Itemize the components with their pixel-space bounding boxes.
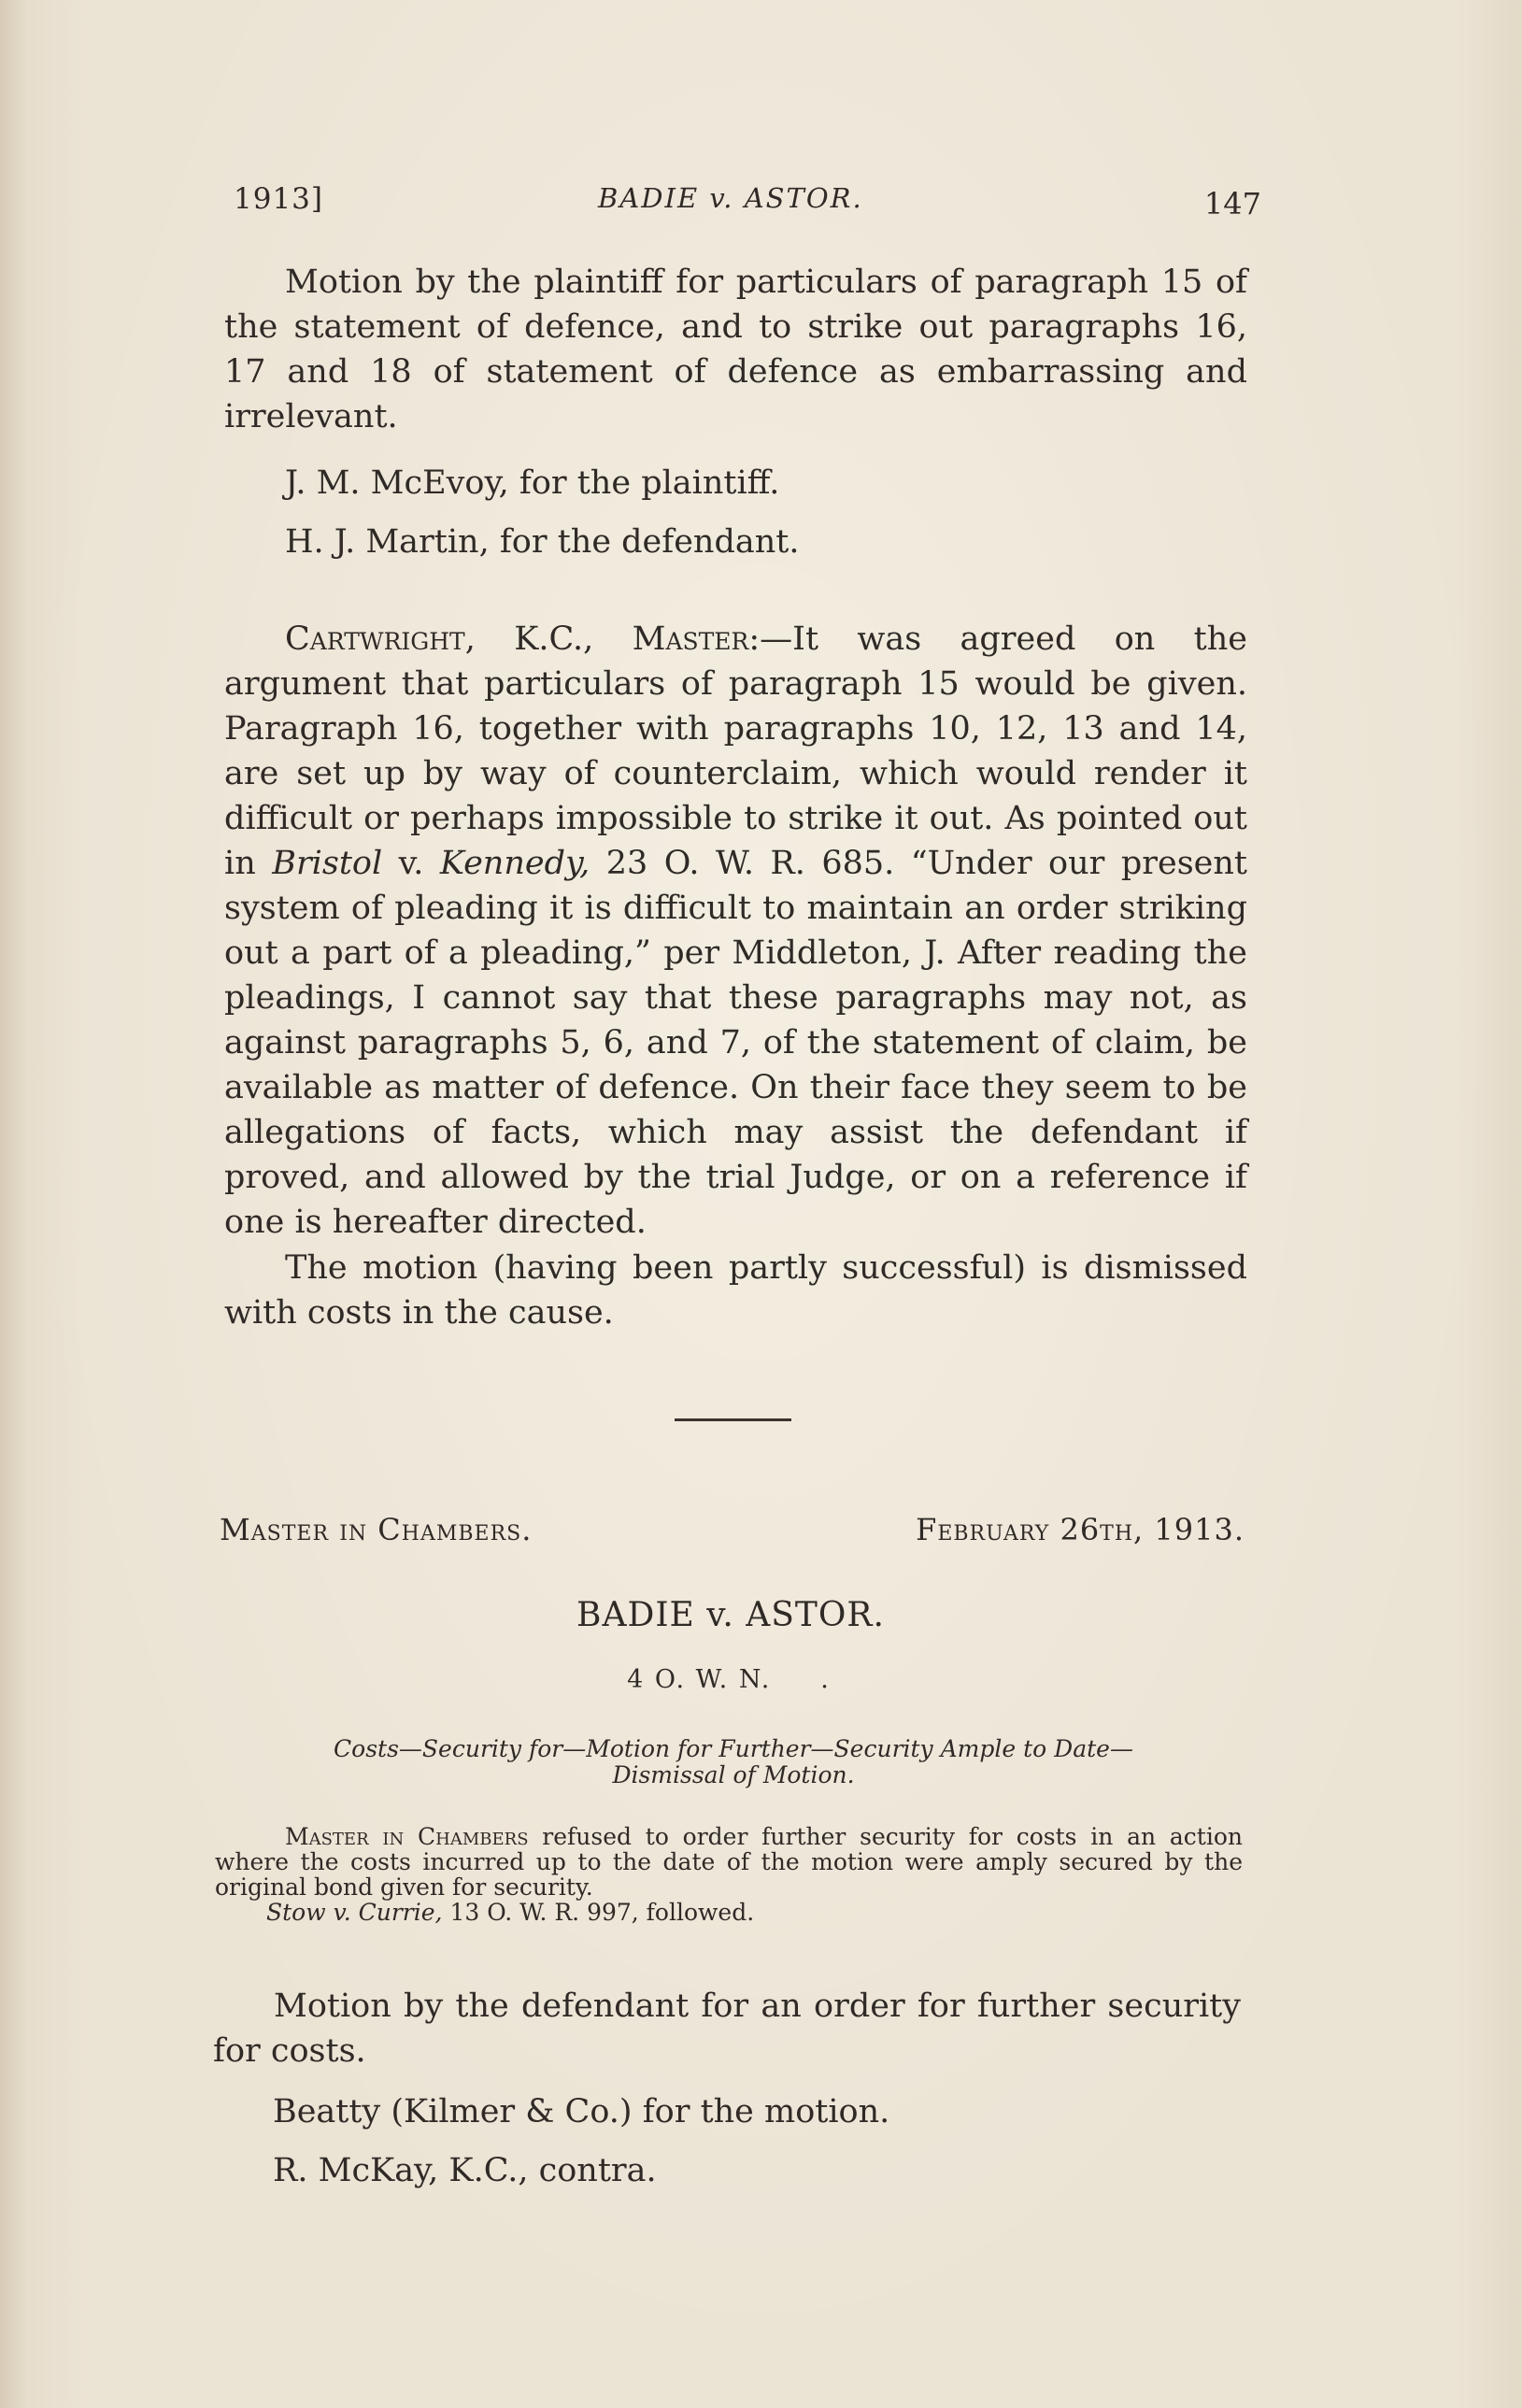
judgment-text-2: 23 O. W. R. 685. “Under our present system of pleading it is difficult to maintain an order striking out a part of a pleading,” per Middleton, J. After reading the pleadings, I cannot say that these paragraphs may not, as against paragraphs 5, 6, and 7, of the statement of claim, be available as matter of defence. On their face they seem to be allegations of facts, which may assist the defendant if proved, and allowed by the trial Judge, or on a reference if one is hereafter directed. (224, 845, 1247, 1241)
disposition: The motion (having been partly successful) is dismissed with costs in the cause. (224, 1249, 1247, 1332)
judgment-text-1: :—It was agreed on the argument that particulars of paragraph 15 would be given. Paragraph 16, together with paragraphs 10, 12, 13 and 14, are set up by way of counterclaim, which would render it difficult or perhaps impossible to strike it out. As pointed out in (224, 620, 1247, 882)
counsel-contra: R. McKay, K.C., contra. (273, 2152, 657, 2189)
case-citation: 4 O. W. N. . (627, 1665, 831, 1694)
counsel-motion: Beatty (Kilmer & Co.) for the motion. (273, 2093, 890, 2130)
headnote-reference (215, 1900, 1243, 1925)
headnote-text: refused to order further security for costs in an action where the costs incurred up to the date of the motion were amply secured by the original bond given for security. (215, 1823, 1243, 1901)
headnote-ref-rest: 13 O. W. R. 997, followed. (442, 1899, 755, 1926)
counsel-plaintiff: J. M. McEvoy, for the plaintiff. (285, 464, 780, 502)
running-header (234, 182, 1261, 229)
cited-case-kennedy: Kennedy, (439, 845, 590, 882)
header-year: 1913] (234, 182, 323, 216)
decision-date: February 26th, 1913. (916, 1512, 1245, 1547)
headnote-ref-case: Stow v. Currie, (266, 1899, 443, 1926)
cited-case-bristol: Bristol (272, 845, 383, 882)
second-case-motion: Motion by the defendant for an order for further security for costs. (213, 1988, 1241, 2070)
first-case-motion: Motion by the plaintiff for particulars of paragraph 15 of the statement of defence, and to strike out paragraphs 16, 17 and 18 of statement of defence as embarrassing and irrelevant. (224, 264, 1247, 435)
catchwords-line-2: Dismissal of Motion. (612, 1761, 855, 1788)
headnote (215, 1824, 1243, 1925)
headnote-speaker: Master in Chambers (285, 1823, 529, 1850)
cited-case-v: v. (382, 845, 440, 882)
court-name: Master in Chambers. (220, 1512, 533, 1547)
judgment-speaker: Cartwright, K.C., Master (285, 620, 749, 658)
header-running-title: BADIE v. ASTOR. (598, 182, 863, 214)
page-number: 147 (1203, 186, 1261, 221)
catchwords-line-1: Costs—Security for—Motion for Further—Security Ample to Date— (334, 1735, 1133, 1762)
section-divider (675, 1418, 791, 1421)
judgment-paragraph (224, 617, 1247, 1245)
case-title: BADIE v. ASTOR. (576, 1596, 885, 1634)
catchwords (215, 1736, 1252, 1788)
counsel-defendant: H. J. Martin, for the defendant. (285, 523, 800, 561)
